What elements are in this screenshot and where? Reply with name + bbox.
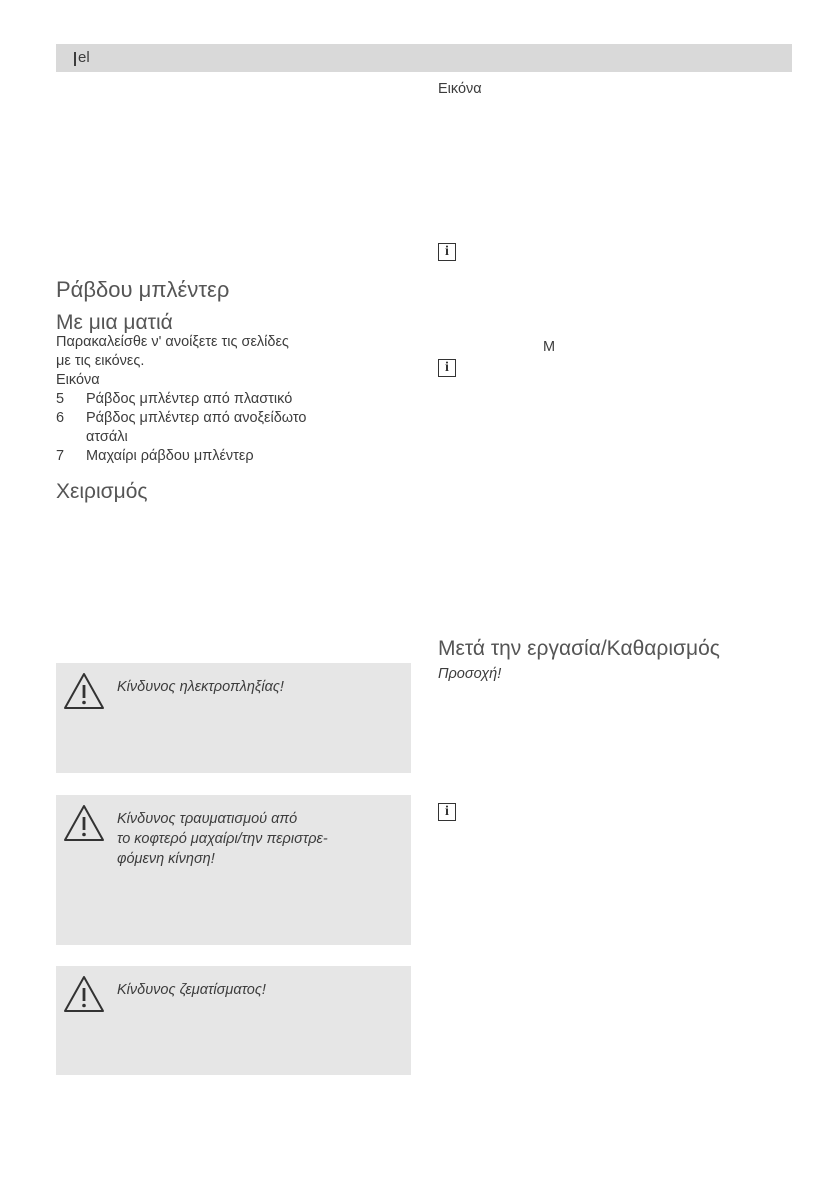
warning-title-line-1: Κίνδυνος τραυματισμού από [117, 811, 298, 827]
warning-title-line-3: φόμενη κίνηση! [117, 851, 215, 867]
warning-box-electric-shock [56, 663, 411, 773]
warning-title-line-2: το κοφτερό μαχαίρι/την περιστρε- [117, 831, 328, 847]
list-item-number: 5 [56, 391, 65, 407]
parts-list [56, 390, 376, 466]
list-item [56, 447, 376, 466]
warning-box-scalding [56, 966, 411, 1075]
caution-label: Προσοχή! [438, 666, 502, 682]
warning-triangle-icon [62, 974, 106, 1014]
overview-intro [56, 333, 289, 390]
warning-text [117, 809, 328, 869]
list-item [56, 409, 376, 447]
right-figure-label: Εικόνα [438, 81, 482, 97]
info-icon: i [438, 359, 456, 377]
m-label: M [543, 339, 556, 355]
language-marker [74, 52, 76, 66]
overview-heading: Με μια ματιά [56, 311, 173, 334]
list-item-number: 6 [56, 410, 65, 426]
section-title: Ράβδου μπλέντερ [56, 277, 230, 302]
warning-triangle-icon [62, 671, 106, 711]
list-item-text: Μαχαίρι ράβδου μπλέντερ [86, 448, 254, 464]
operation-heading: Χειρισμός [56, 480, 148, 503]
list-item-number: 7 [56, 448, 65, 464]
warning-triangle-icon [62, 803, 106, 843]
list-item-text-cont: ατσάλι [86, 429, 128, 445]
warning-title: Κίνδυνος ζεματίσματος! [117, 982, 266, 998]
warning-text [117, 677, 284, 697]
overview-intro-line-2: με τις εικόνες. [56, 353, 145, 369]
info-icon: i [438, 243, 456, 261]
overview-intro-line-1: Παρακαλείσθε ν' ανοίξετε τις σελίδες [56, 334, 289, 350]
list-item-text: Ράβδος μπλέντερ από ανοξείδωτο [86, 410, 307, 426]
language-bar [56, 44, 792, 72]
list-item-text: Ράβδος μπλέντερ από πλαστικό [86, 391, 293, 407]
warning-box-injury [56, 795, 411, 945]
after-work-heading: Μετά την εργασία/Καθαρισμός [438, 637, 720, 660]
overview-figure-label: Εικόνα [56, 372, 100, 388]
list-item [56, 390, 376, 409]
language-code: el [78, 49, 90, 66]
warning-text [117, 980, 266, 1000]
warning-title: Κίνδυνος ηλεκτροπληξίας! [117, 679, 284, 695]
info-icon: i [438, 803, 456, 821]
